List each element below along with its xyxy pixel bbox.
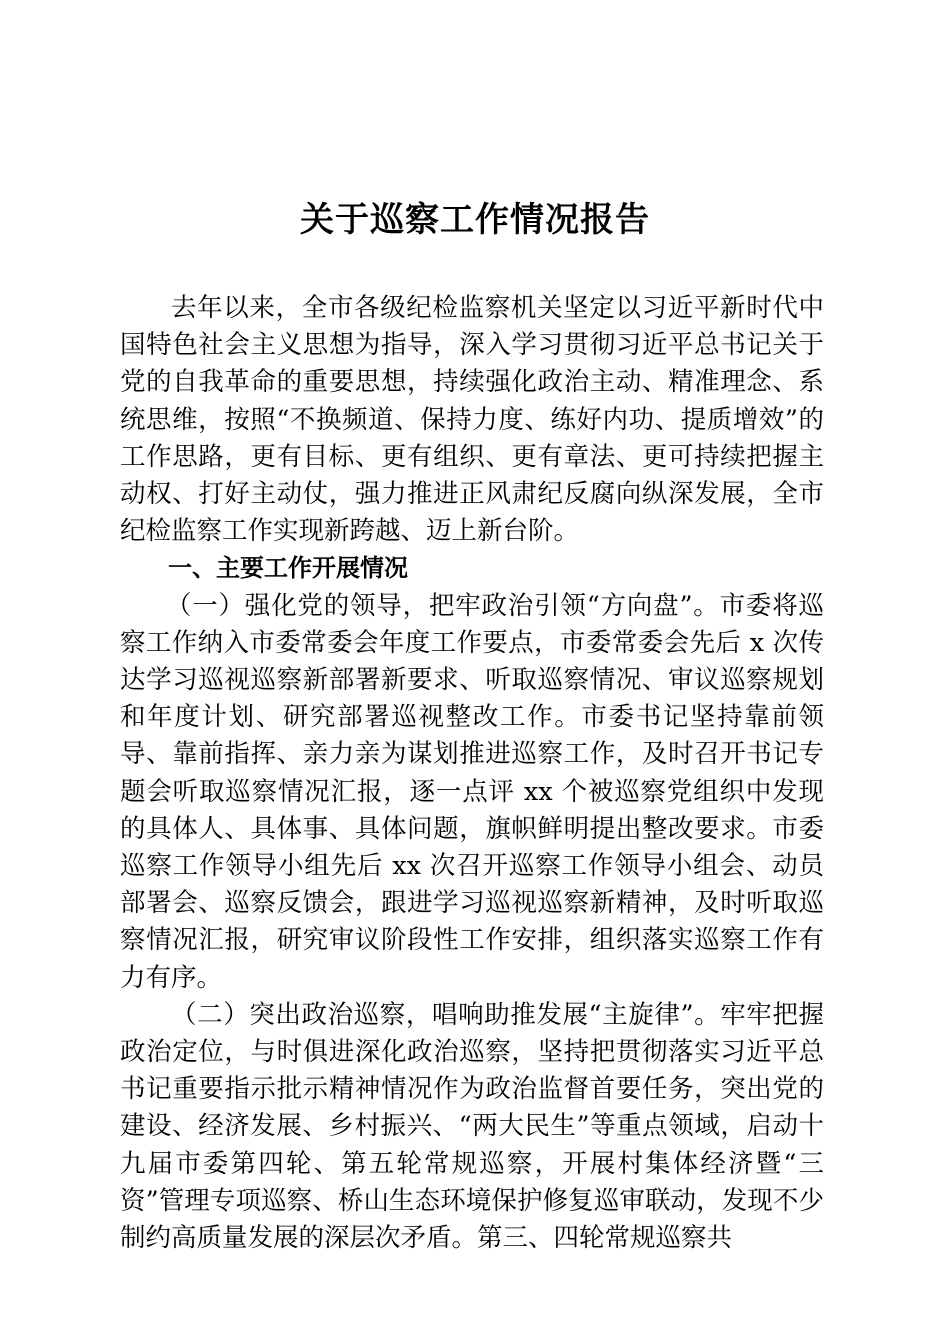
section-heading: 一、主要工作开展情况 — [168, 554, 408, 583]
document-body — [120, 290, 824, 1257]
intro-paragraph: 去年以来，全市各级纪检监察机关坚定以习近平新时代中国特色社会主义思想为指导，深入学习贯彻习近平总书记关于党的自我革命的重要思想，持续强化政治主动、精准理念、系统思维，按照“不换频道、保持力度、练好内功、提质增效”的工作思路，更有目标、更有组织、更有章法、更可持续把握主动权、打好主动仗，强力推进正风肃纪反腐向纵深发展，全市纪检监察工作实现新跨越、迈上新台阶。 — [120, 293, 824, 547]
subsection-paragraph-1: （一）强化党的领导，把牢政治引领“方向盘”。市委将巡察工作纳入市委常委会年度工作要点，市委常委会先后 x 次传达学习巡视巡察新部署新要求、听取巡察情况、审议巡察规划和年度计划、研究部署巡视整改工作。市委书记坚持靠前领导、靠前指挥、亲力亲为谋划推进巡察工作，及时召开书记专题会听取巡察情况汇报，逐一点评 xx 个被巡察党组织中发现的具体人、具体事、具体问题，旗帜鲜明提出整改要求。市委巡察工作领导小组先后 xx 次召开巡察工作领导小组会、动员部署会、巡察反馈会，跟进学习巡视巡察新精神，及时听取巡察情况汇报，研究审议阶段性工作安排，组织落实巡察工作有力有序。 — [120, 590, 824, 993]
document-title: 关于巡察工作情况报告 — [300, 200, 650, 240]
subsection-paragraph-2: （二）突出政治巡察，唱响助推发展“主旋律”。牢牢把握政治定位，与时俱进深化政治巡察，坚持把贯彻落实习近平总书记重要指示批示精神情况作为政治监督首要任务，突出党的建设、经济发展、乡村振兴、“两大民生”等重点领域，启动十九届市委第四轮、第五轮常规巡察，开展村集体经济暨“三资”管理专项巡察、桥山生态环境保护修复巡审联动，发现不少制约高质量发展的深层次矛盾。第三、四轮常规巡察共 — [120, 999, 824, 1254]
